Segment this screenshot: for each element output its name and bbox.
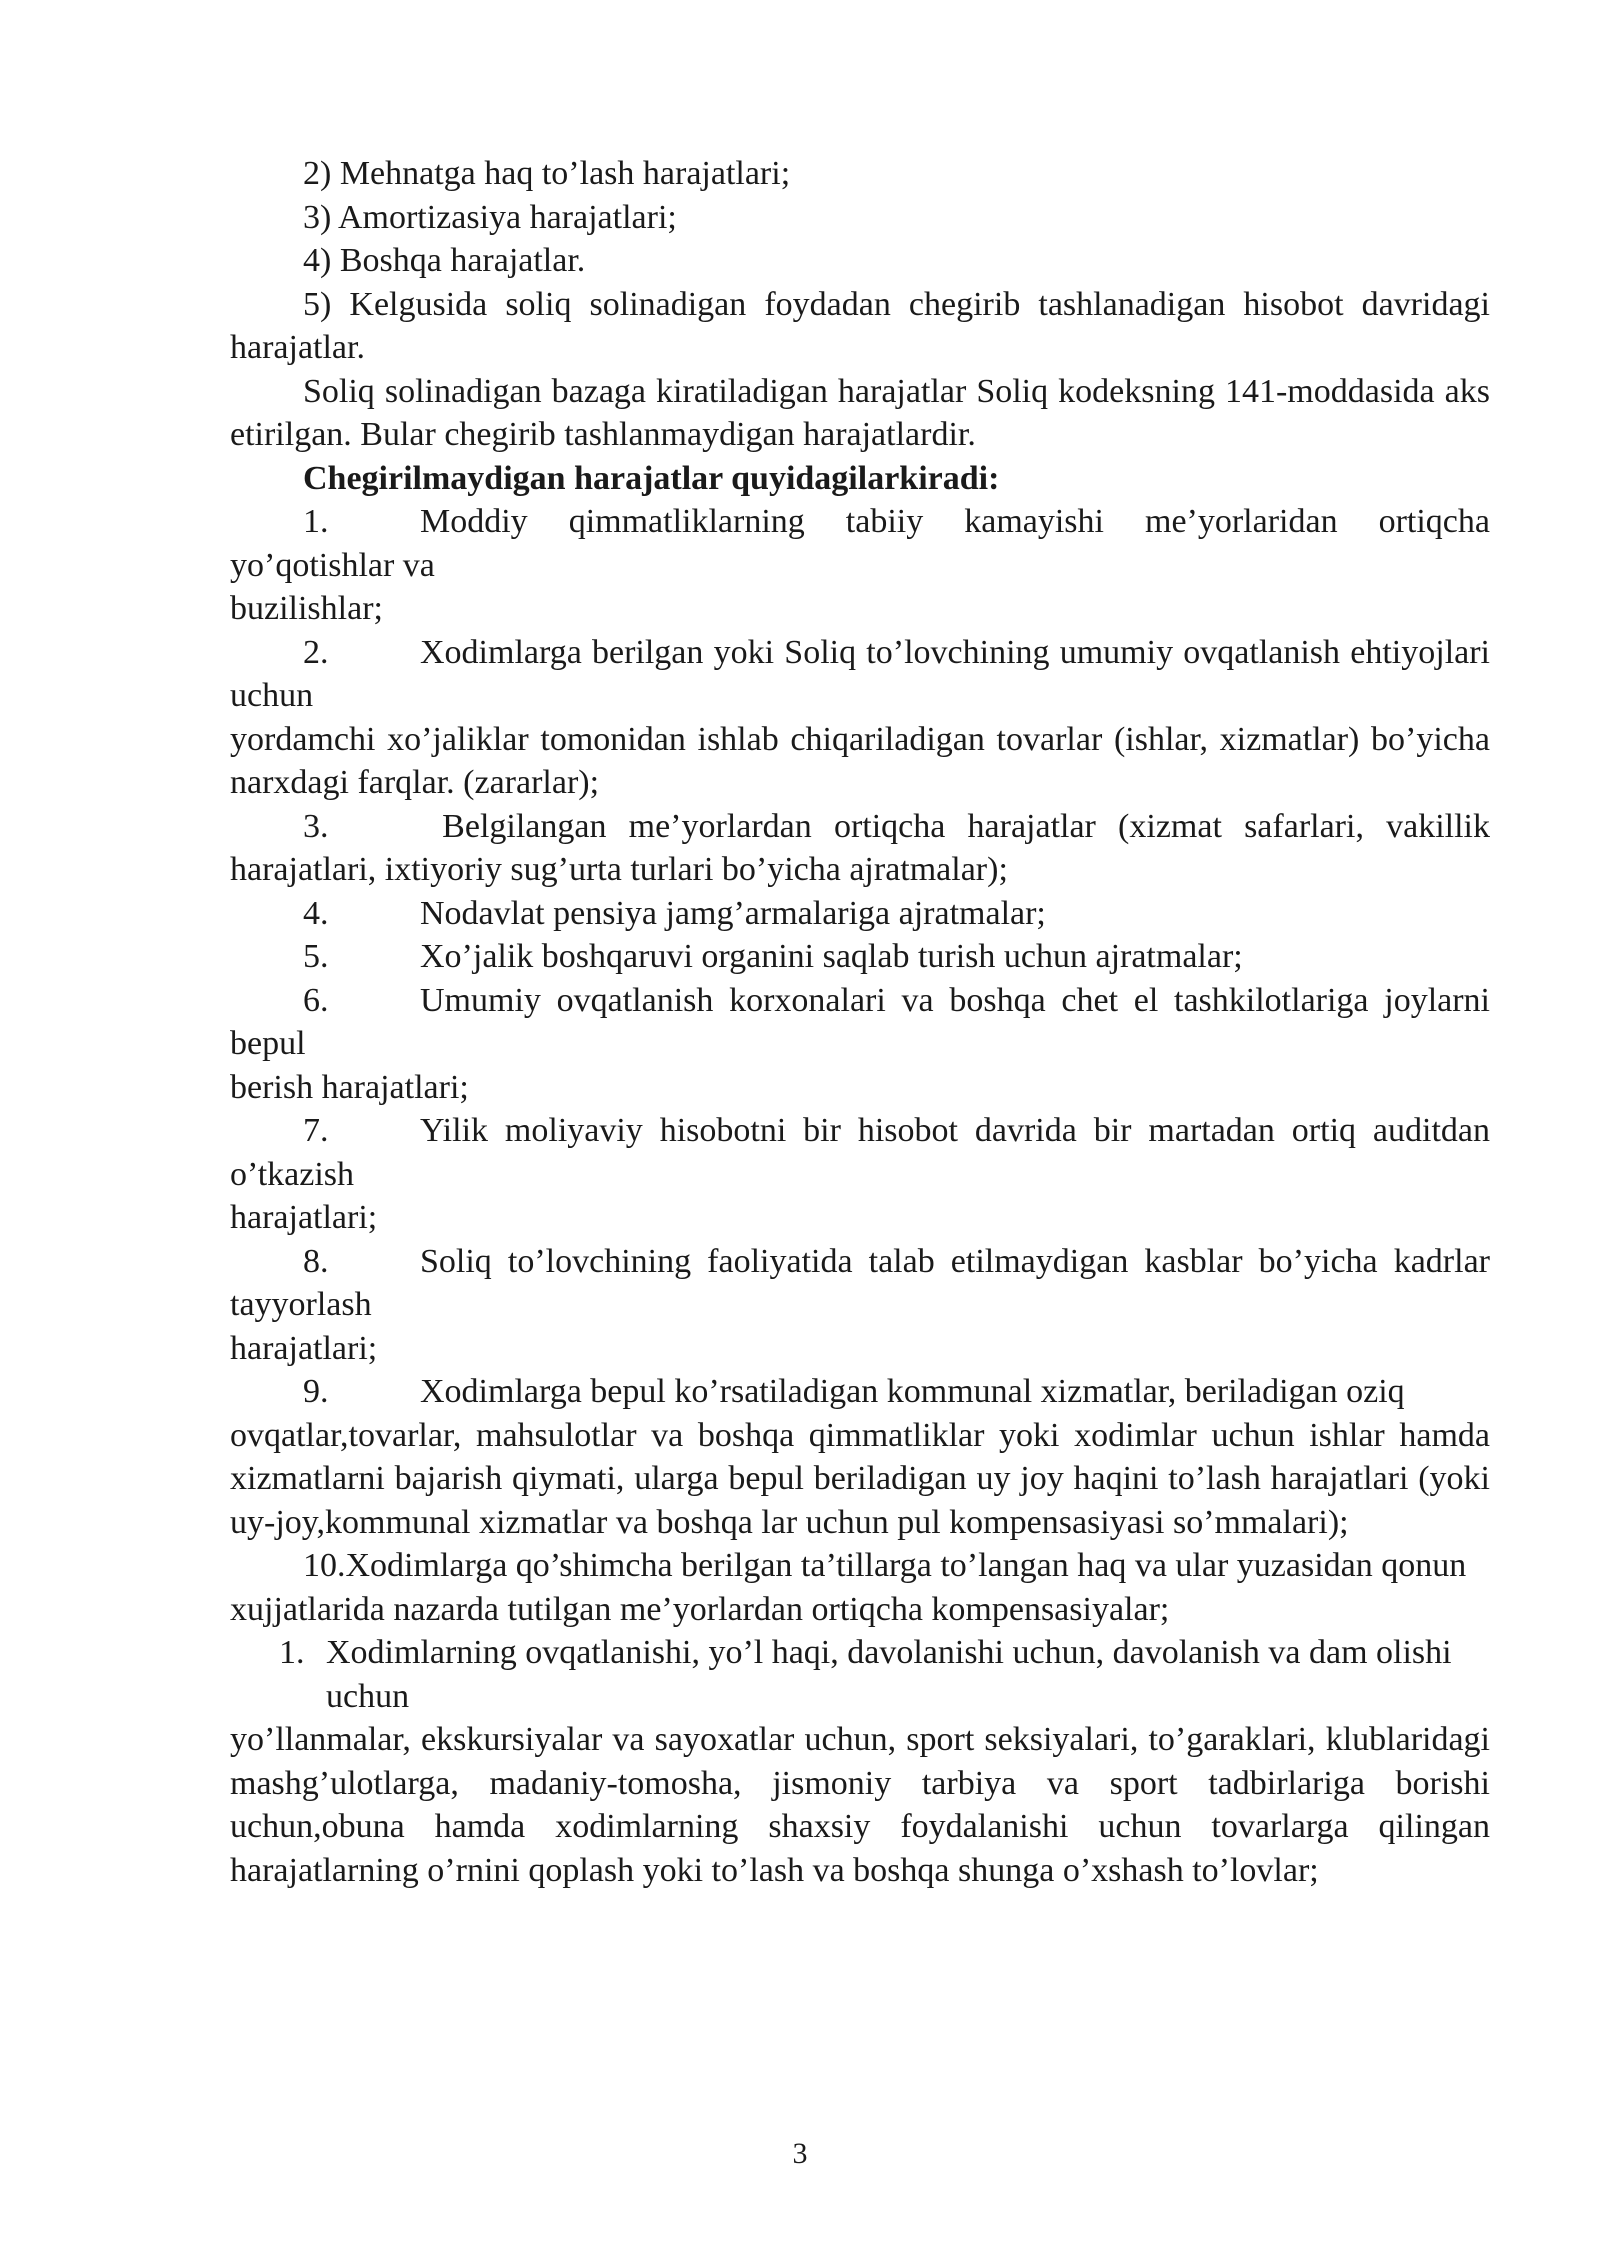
document-page <box>230 152 1490 1892</box>
intro-item-2: 2) Mehnatga haq to’lash harajatlari; <box>303 155 791 192</box>
list-item-8-continuation: harajatlari; <box>230 1329 378 1367</box>
list-item-6-continuation: berish harajatlari; <box>230 1068 469 1106</box>
article-paragraph: Soliq solinadigan bazaga kiratiladigan harajatlar Soliq kodeksning 141-moddasida aks etirilgan. Bular chegirib tashlanmaydigan harajatlardir. <box>230 372 1490 453</box>
list-item-number: 8. <box>303 1242 329 1280</box>
list-item-1-continuation: buzilishlar; <box>230 590 383 627</box>
list-item-11-continuation: yo’llanmalar, ekskursiyalar va sayoxatlar uchun, sport seksiyalari, to’garaklari, klublaridagi mashg’ulotlarga, madaniy-tomosha, jismoniy tarbiya va sport tadbirlariga borishi uchun,obuna hamda xodimlarning shaxsiy foydalanishi uchun tovarlarga qilingan harajatlarning o’rnini qoplash yoki to’lash va boshqa shunga o’xshash to’lovlar; <box>230 1721 1490 1889</box>
list-item-text: Yilik moliyaviy hisobotni bir hisobot davrida bir martadan ortiq auditdan o’tkazish <box>230 1112 1490 1193</box>
list-item-6 <box>230 979 1490 1066</box>
page-number: 3 <box>792 2137 808 2170</box>
list-item-number: 6. <box>303 981 329 1019</box>
list-item-number: 7. <box>303 1112 329 1149</box>
list-item-4 <box>230 892 1490 936</box>
list-item-text: Belgilangan me’yorlardan ortiqcha harajatlar (xizmat safarlari, vakillik harajatlari, ixtiyoriy sug’urta turlari bo’yicha ajratmalar); <box>230 807 1490 888</box>
list-item-9-continuation: ovqatlar,tovarlar, mahsulotlar va boshqa qimmatliklar yoki xodimlar uchun ishlar hamda xizmatlarni bajarish qiymati, ularga bepul beriladigan uy joy haqini to’lash harajatlari (yoki uy-joy,kommunal xizmatlar va boshqa lar uchun pul kompensasiyasi so’mmalari); <box>230 1416 1490 1541</box>
list-item-text: Umumiy ovqatlanish korxonalari va boshqa chet el tashkilotlariga joylarni bepul <box>230 981 1490 1062</box>
list-item-number: 4. <box>303 894 329 932</box>
list-item-7 <box>230 1109 1490 1196</box>
list-item-3 <box>230 805 1490 892</box>
list-item-2-continuation: yordamchi xo’jaliklar tomonidan ishlab chiqariladigan tovarlar (ishlar, xizmatlar) bo’yicha narxdagi farqlar. (zararlar); <box>230 720 1490 801</box>
list-item-text: Xodimlarga berilgan yoki Soliq to’lovchining umumiy ovqatlanish ehtiyojlari uchun <box>230 633 1490 714</box>
list-item-text: Xodimlarning ovqatlanishi, yo’l haqi, davolanishi uchun, davolanish va dam olishi uchun <box>326 1634 1452 1715</box>
list-item-text: Xodimlarga bepul ko’rsatiladigan kommunal xizmatlar, beriladigan oziq <box>420 1373 1405 1410</box>
list-item-text: Soliq to’lovchining faoliyatida talab etilmaydigan kasblar bo’yicha kadrlar tayyorlash <box>230 1242 1490 1323</box>
intro-item-5: 5) Kelgusida soliq solinadigan foydadan chegirib tashlanadigan hisobot davridagi harajatlar. <box>230 285 1490 366</box>
list-item-7-continuation: harajatlari; <box>230 1199 378 1236</box>
list-item-number: 9. <box>303 1373 329 1410</box>
list-item-2 <box>230 631 1490 718</box>
list-item-9 <box>230 1370 1490 1414</box>
list-item-10: 10.Xodimlarga qo’shimcha berilgan ta’tillarga to’langan haq va ular yuzasidan qonun <box>303 1547 1467 1584</box>
list-item-text: Xo’jalik boshqaruvi organini saqlab turish uchun ajratmalar; <box>420 938 1243 975</box>
list-item-number: 2. <box>303 633 329 671</box>
list-item-10-continuation: xujjatlarida nazarda tutilgan me’yorlardan ortiqcha kompensasiyalar; <box>230 1590 1170 1628</box>
list-item-number: 3. <box>303 807 329 845</box>
list-item-5 <box>230 935 1490 979</box>
list-item-number: 1. <box>303 503 329 540</box>
list-item-1 <box>230 500 1490 587</box>
list-item-text: Moddiy qimmatliklarning tabiiy kamayishi me’yorlaridan ortiqcha yo’qotishlar va <box>230 503 1490 584</box>
list-item-number: 5. <box>303 938 329 975</box>
section-heading: Chegirilmaydigan harajatlar quyidagilarkiradi: <box>303 459 1000 497</box>
list-item-11 <box>230 1631 1490 1718</box>
intro-item-4: 4) Boshqa harajatlar. <box>303 242 586 279</box>
intro-item-3: 3) Amortizasiya harajatlari; <box>303 198 677 236</box>
list-item-8 <box>230 1240 1490 1327</box>
list-item-number: 1. <box>279 1634 305 1671</box>
list-item-text: Nodavlat pensiya jamg’armalariga ajratmalar; <box>420 894 1046 932</box>
